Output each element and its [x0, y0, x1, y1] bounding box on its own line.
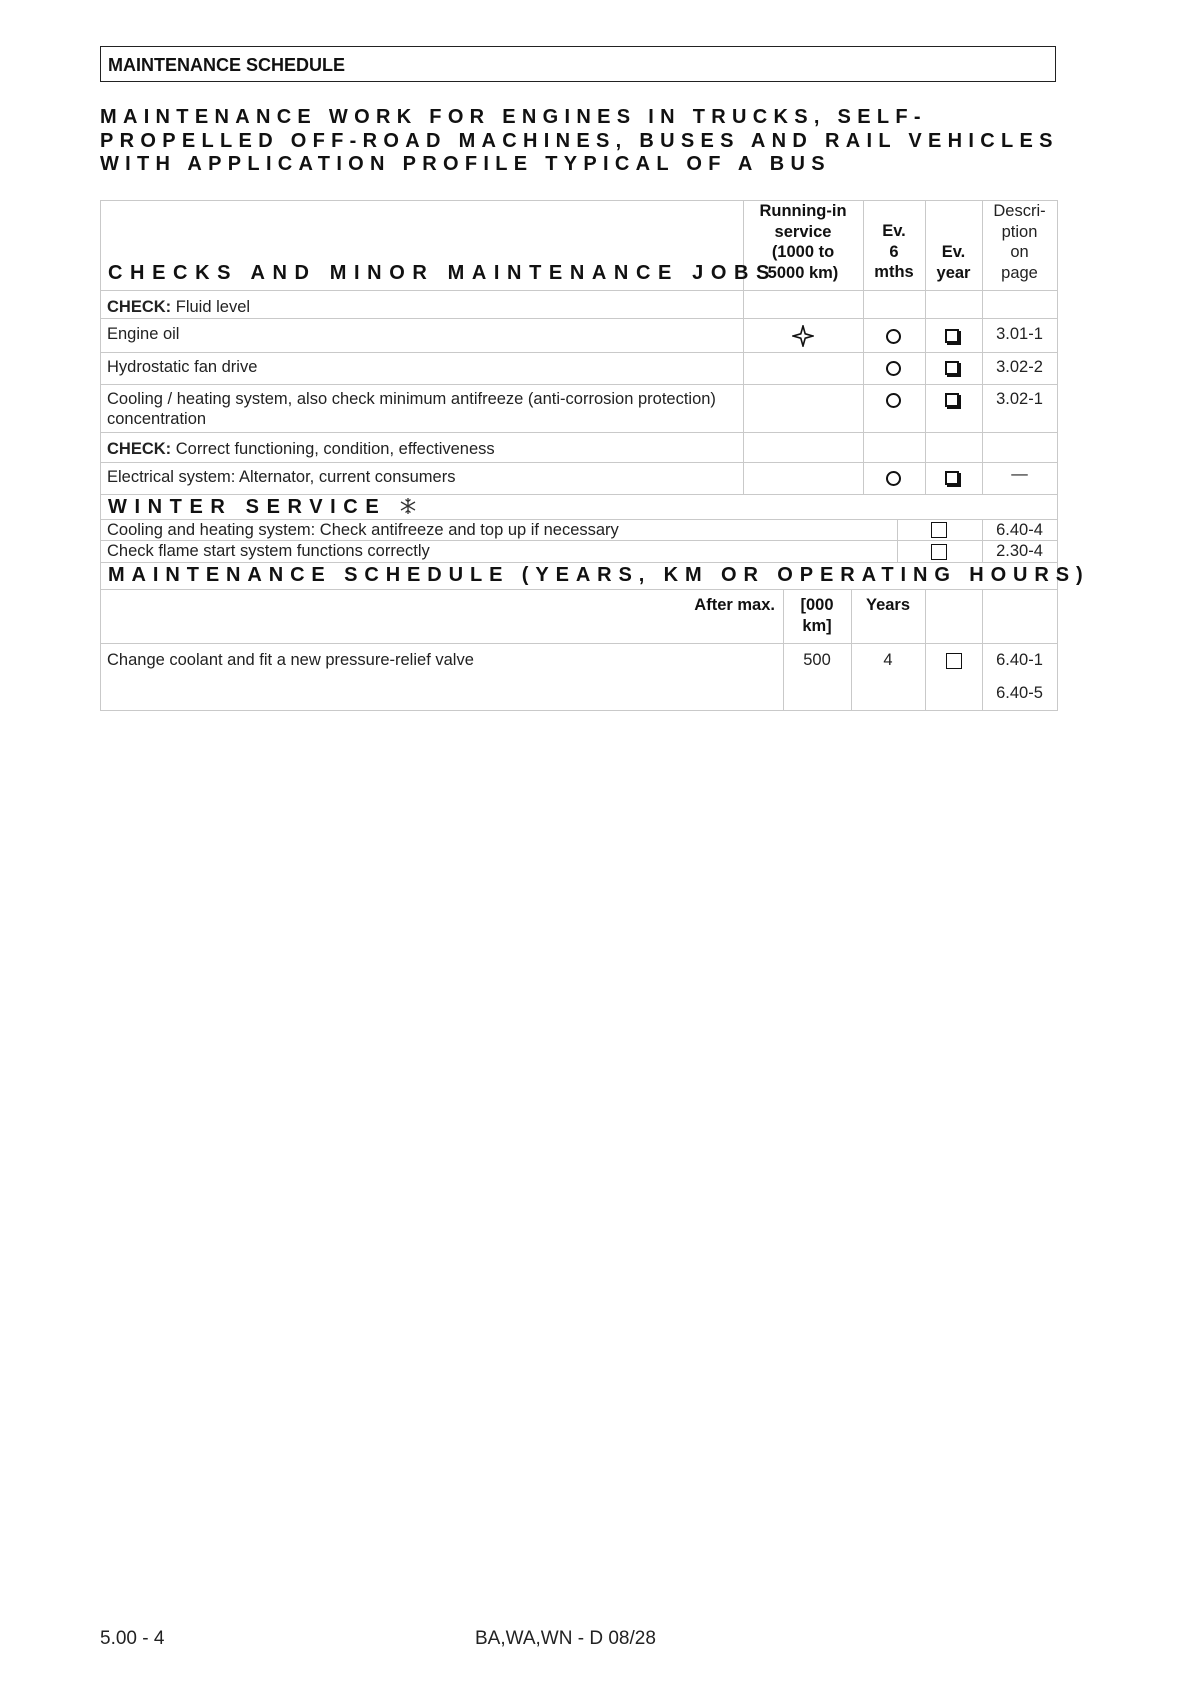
- col-years-header: Years: [865, 596, 911, 614]
- page-ref: 3.02-2: [996, 358, 1043, 376]
- circle-marker-icon: [886, 471, 901, 486]
- square-checkbox-icon: [946, 653, 962, 669]
- winter-service-title: WINTER SERVICE: [108, 496, 417, 519]
- checks-section-title: CHECKS AND MINOR MAINTENANCE JOBS: [108, 262, 777, 284]
- square-marker-icon: [945, 471, 959, 485]
- table-row-task: Cooling and heating system: Check antifreeze and top up if necessary: [107, 521, 619, 539]
- document-title: MAINTENANCE WORK FOR ENGINES IN TRUCKS, SELF- PROPELLED OFF-ROAD MACHINES, BUSES AND RAIL VEHICLES WITH APPLICATION PROFILE TYPICAL OF A BUS: [100, 106, 1059, 175]
- square-marker-icon: [945, 329, 959, 343]
- circle-marker-icon: [886, 329, 901, 344]
- document-code: BA,WA,WN - D 08/28: [475, 1628, 656, 1649]
- square-marker-icon: [945, 393, 959, 407]
- table-row-task: Cooling / heating system, also check minimum antifreeze (anti-corrosion protection) concentration: [107, 390, 716, 428]
- after-max-label: After max.: [694, 596, 775, 614]
- page-number: 5.00 - 4: [100, 1628, 165, 1649]
- page-header-title: MAINTENANCE SCHEDULE: [100, 46, 1056, 82]
- table-row-task: Hydrostatic fan drive: [107, 358, 258, 376]
- circle-marker-icon: [886, 393, 901, 408]
- col-year-header: Ev. year: [936, 243, 971, 282]
- check-functioning-heading: CHECK: Correct functioning, condition, effectiveness: [107, 440, 495, 458]
- page-ref: 3.02-1: [996, 390, 1043, 408]
- page-ref: 3.01-1: [996, 325, 1043, 343]
- col-running-in-header: Running-in service (1000 to 5000 km): [759, 202, 847, 282]
- table-row-task: Check flame start system functions correctly: [107, 542, 430, 560]
- page-ref: 6.40-5: [996, 684, 1043, 702]
- star-marker-icon: [792, 325, 814, 347]
- page-ref: —: [1011, 465, 1028, 483]
- table-row-task: Electrical system: Alternator, current consumers: [107, 468, 456, 486]
- square-marker-icon: [945, 361, 959, 375]
- snowflake-icon: [399, 497, 417, 515]
- square-checkbox-icon: [931, 544, 947, 560]
- table-row-task: Change coolant and fit a new pressure-relief valve: [107, 651, 474, 669]
- table-row-task: Engine oil: [107, 325, 180, 343]
- circle-marker-icon: [886, 361, 901, 376]
- schedule-section-title: MAINTENANCE SCHEDULE (YEARS, KM OR OPERATING HOURS): [108, 564, 1090, 586]
- page-ref: 6.40-1: [996, 651, 1043, 669]
- check-fluid-level-heading: CHECK: Fluid level: [107, 298, 251, 316]
- years-value: 4: [883, 651, 893, 669]
- page-ref: 6.40-4: [996, 521, 1043, 539]
- col-description-header: Descri- ption on page: [993, 202, 1046, 282]
- page-ref: 2.30-4: [996, 542, 1043, 560]
- col-six-months-header: Ev. 6 mths: [874, 222, 914, 281]
- col-km-header: [000 km]: [800, 596, 834, 635]
- square-checkbox-icon: [931, 522, 947, 538]
- km-value: 500: [803, 651, 831, 669]
